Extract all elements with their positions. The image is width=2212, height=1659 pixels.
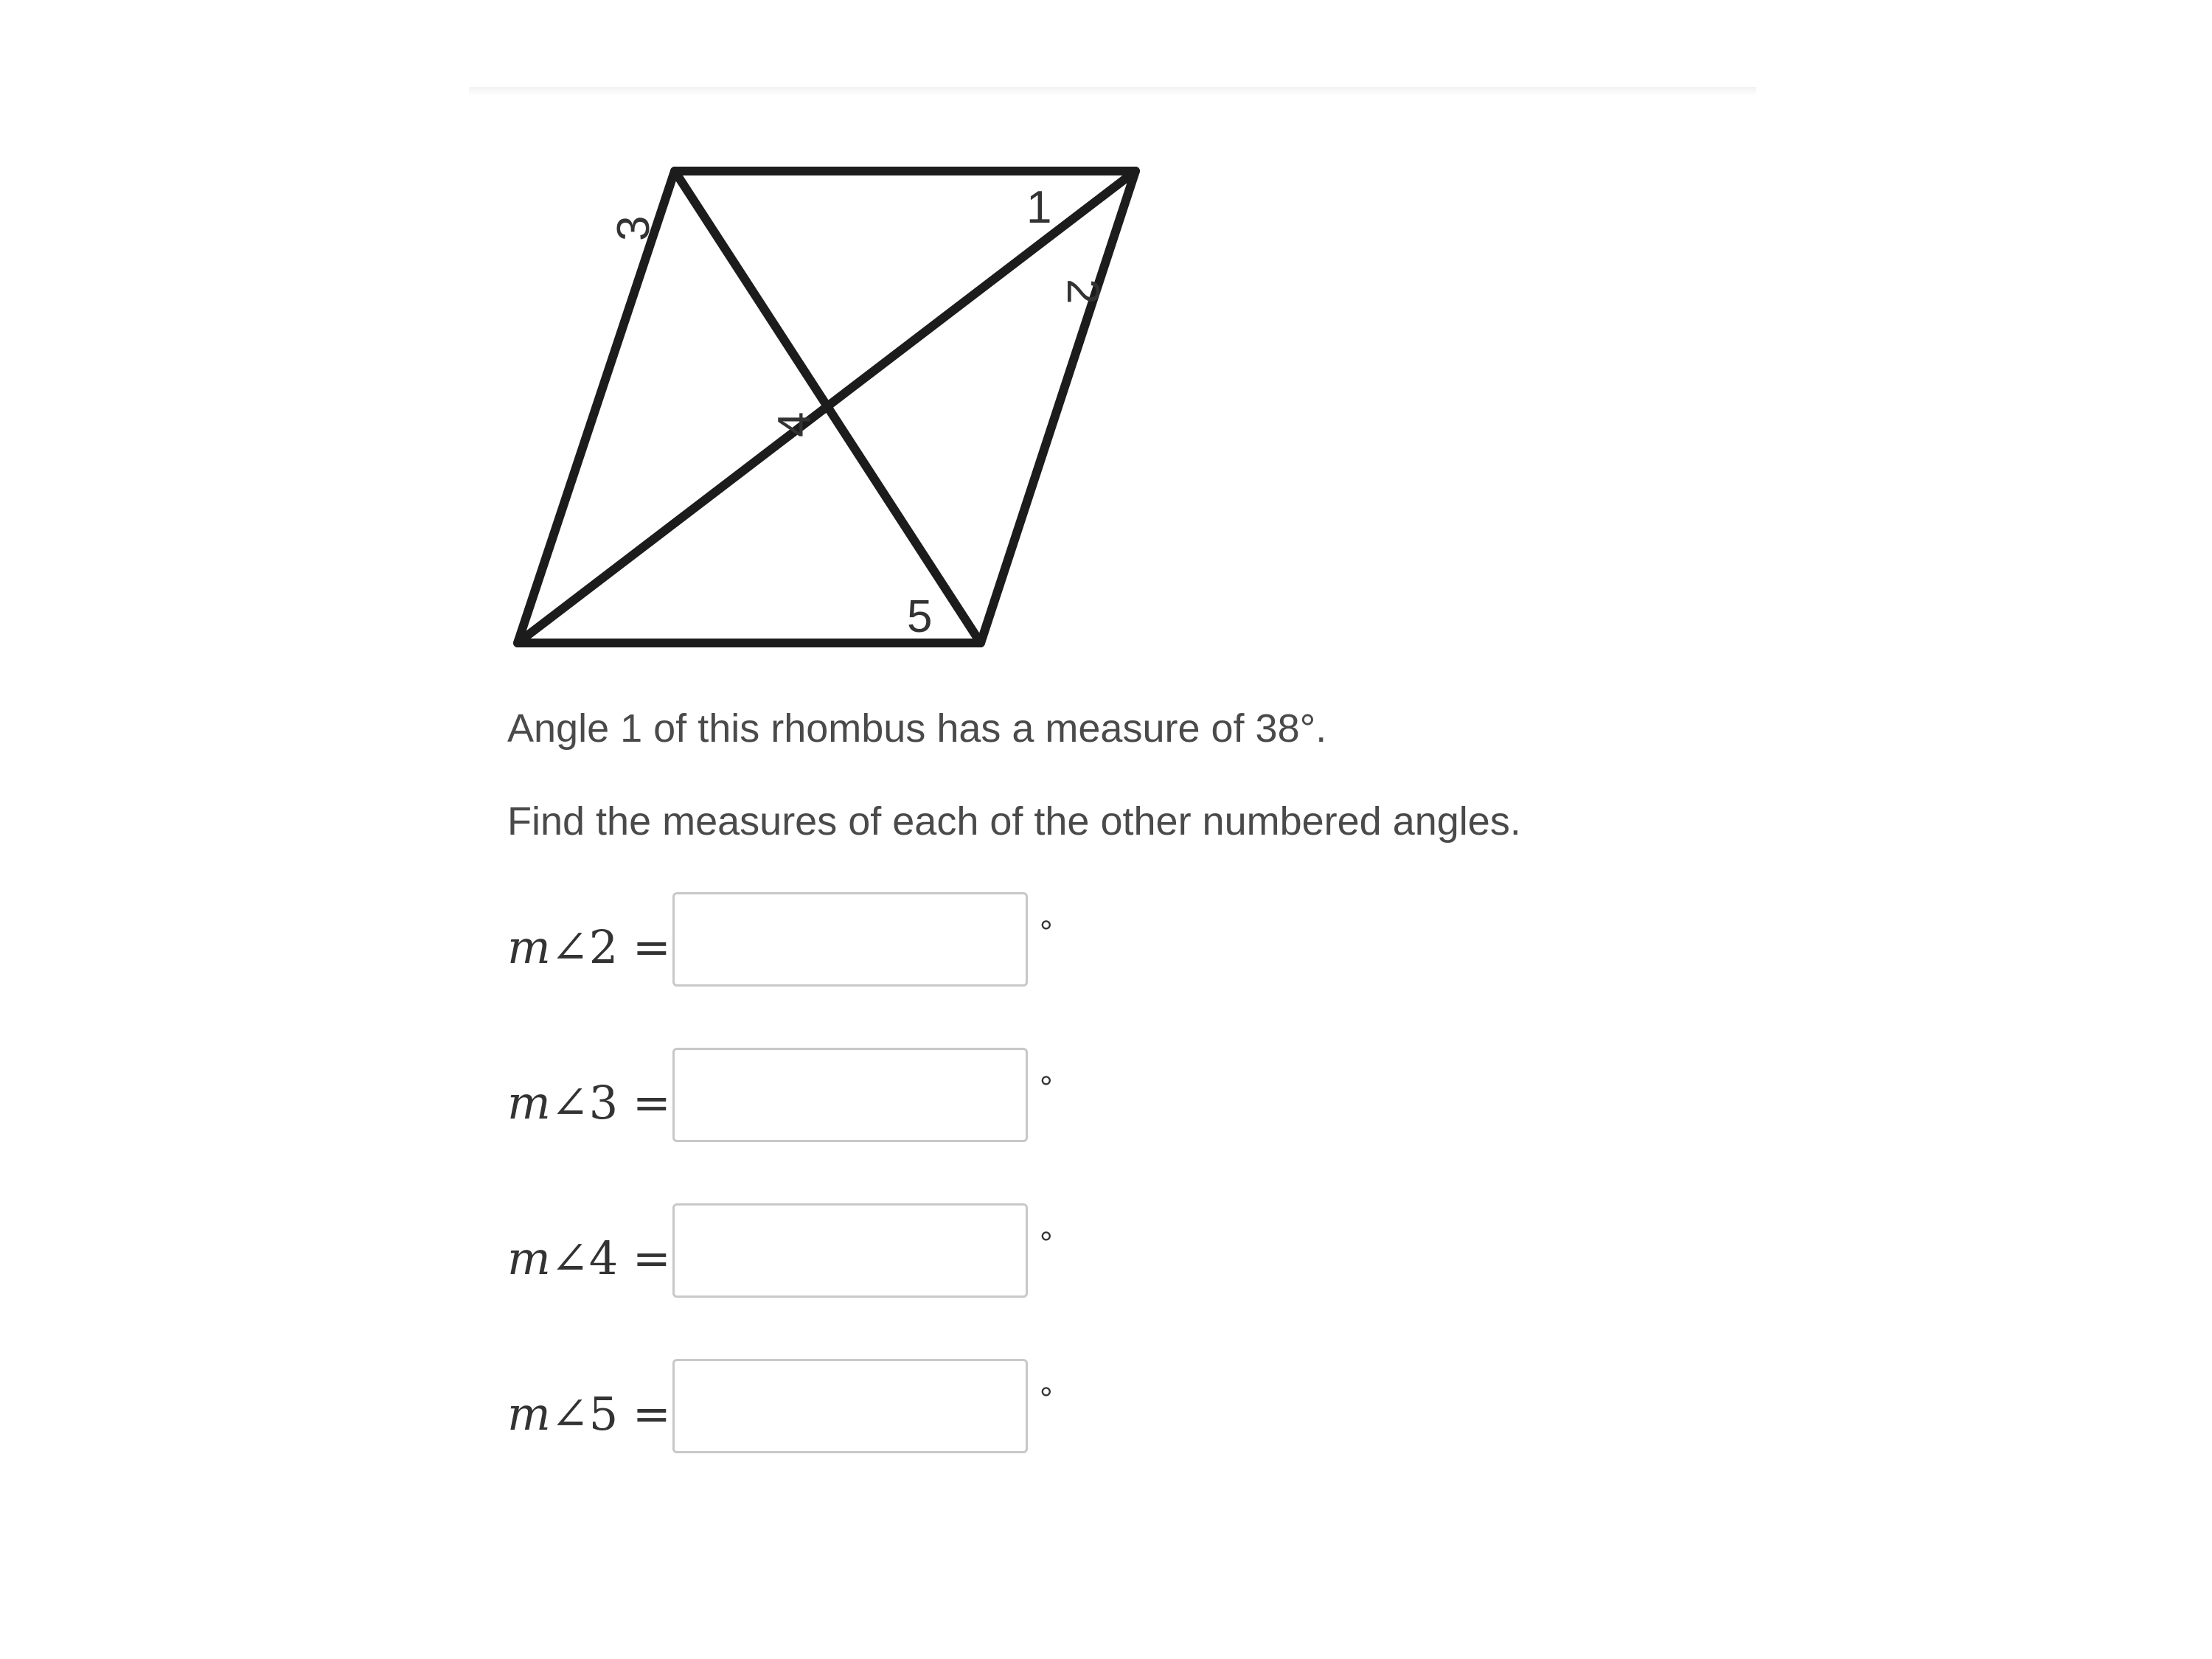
rhombus-diagram bbox=[501, 155, 1165, 671]
angle-5-label: m∠5 = bbox=[507, 1387, 671, 1441]
angle-4-input[interactable] bbox=[672, 1203, 1028, 1298]
degree-symbol: ° bbox=[1040, 1070, 1053, 1106]
angle-4-label: m∠4 = bbox=[507, 1231, 671, 1285]
angle-2-input[interactable] bbox=[672, 892, 1028, 987]
angle-3-label: m∠3 = bbox=[507, 1076, 671, 1130]
angle-2-label: m∠2 = bbox=[507, 920, 671, 974]
problem-statement: Angle 1 of this rhombus has a measure of 38°. bbox=[507, 706, 1327, 751]
diagonal-long bbox=[518, 171, 1135, 643]
angle-3-input[interactable] bbox=[672, 1048, 1028, 1142]
problem-instruction: Find the measures of each of the other numbered angles. bbox=[507, 799, 1521, 844]
angle-label-2: 2 bbox=[1057, 279, 1108, 305]
angle-label-3: 3 bbox=[608, 215, 659, 241]
angle-label-1: 1 bbox=[1026, 182, 1052, 233]
angle-label-5: 5 bbox=[907, 591, 933, 642]
answer-row-angle-2 bbox=[507, 892, 1171, 990]
top-divider bbox=[469, 87, 1756, 96]
degree-symbol: ° bbox=[1040, 1225, 1053, 1262]
angle-5-input[interactable] bbox=[672, 1359, 1028, 1453]
answer-row-angle-5 bbox=[507, 1359, 1171, 1456]
angle-label-4: 4 bbox=[769, 411, 820, 437]
degree-symbol: ° bbox=[1040, 1381, 1053, 1417]
answer-row-angle-3 bbox=[507, 1048, 1171, 1145]
degree-symbol: ° bbox=[1040, 914, 1053, 950]
answer-row-angle-4 bbox=[507, 1203, 1171, 1301]
